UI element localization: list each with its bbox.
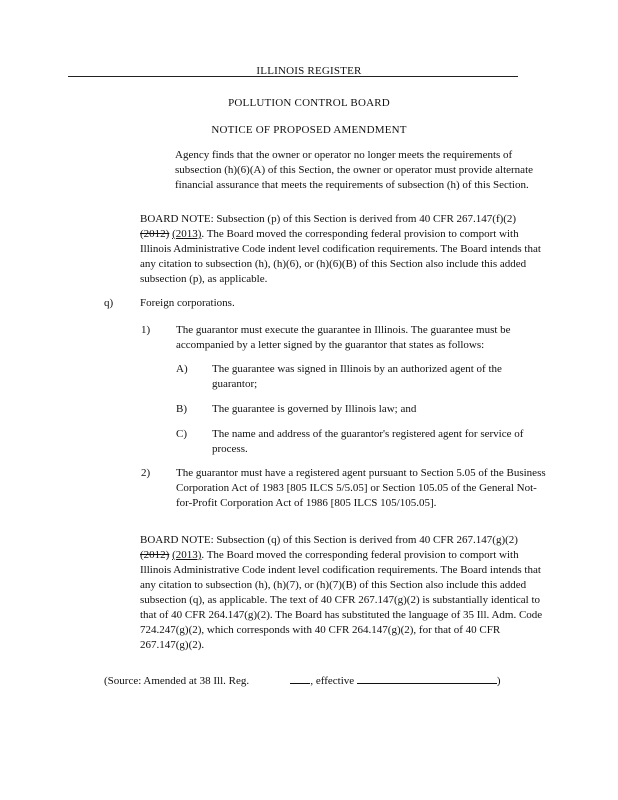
item-C-text: The name and address of the guarantor's registered agent for service of process. — [212, 428, 524, 455]
item-1-text: The guarantor must execute the guarantee in Illinois. The guarantee must be accompanied by a letter signed by the guarantor that states as follows: — [176, 324, 511, 351]
board-note-q-inserted-year: (2013) — [172, 549, 202, 561]
notice-title: NOTICE OF PROPOSED AMENDMENT — [211, 124, 407, 136]
item-2-label: 2) — [141, 467, 151, 479]
effective-date-blank — [357, 672, 497, 684]
source-text: (Source: Amended at 38 Ill. Reg. — [104, 675, 250, 687]
board-note-p-deleted-year: (2012) — [140, 228, 170, 240]
item-B-label: B) — [176, 403, 187, 415]
board-note-p-text-2: . The Board moved the corresponding federal provision to comport with Illinois Administrative Code indent level codification requirements. The Board intends that any citation to subsection (h), (h)(6), or (h)(6)(B) of this Section also include this added subsection (p), as applicable. — [140, 228, 541, 285]
board-note-p-text-1: BOARD NOTE: Subsection (p) of this Section is derived from 40 CFR 267.147(f)(2) — [140, 213, 517, 225]
item-B-text: The guarantee is governed by Illinois law; and — [212, 403, 417, 415]
item-A-text: The guarantee was signed in Illinois by an authorized agent of the guarantor; — [212, 363, 502, 390]
board-note-q-text-2: . The Board moved the corresponding federal provision to comport with Illinois Administrative Code indent level codification requirements. The Board intends that any citation to subsection (h), (h)(7), or (h)(7)(B) of this Section also include this added subsection (q), as applicable. The text of 40 CFR 267.147(g)(2) is substantially identical to that of 40 CFR 264.147(g)(2). The Board has substituted the language of 35 Ill. Adm. Code 724.247(g)(2), which corresponds with 40 CFR 264.147(g)(2), for that of 40 CFR 267.147(g)(2). — [140, 549, 543, 651]
source-line — [104, 672, 544, 689]
subsection-q-label: q) — [104, 297, 114, 309]
register-title: ILLINOIS REGISTER — [256, 65, 362, 77]
item-A-label: A) — [176, 363, 188, 375]
board-title: POLLUTION CONTROL BOARD — [228, 97, 390, 109]
subsection-q-title: Foreign corporations. — [140, 297, 235, 309]
header-rule — [68, 76, 518, 77]
source-close: ) — [496, 675, 501, 687]
item-1-label: 1) — [141, 324, 151, 336]
board-note-q-text-1: BOARD NOTE: Subsection (q) of this Section is derived from 40 CFR 267.147(g)(2) — [140, 534, 518, 546]
board-note-q-deleted-year: (2012) — [140, 549, 170, 561]
effective-text: , effective — [310, 675, 355, 687]
register-page-blank — [290, 672, 310, 684]
board-note-p — [140, 212, 545, 287]
item-C-label: C) — [176, 428, 187, 440]
paragraph-agency-finds: Agency finds that the owner or operator no longer meets the requirements of subsection (h)(6)(A) of this Section, the owner or operator must provide alternate financial assurance that meets the requirements of subsection (h) of this Section. — [175, 149, 534, 191]
item-2-text: The guarantor must have a registered agent pursuant to Section 5.05 of the Business Corporation Act of 1983 [805 ILCS 5/5.05] or Section 105.05 of the General Not-for-Profit Corporation Act of 1986 [805 ILCS 105/105.05]. — [176, 467, 546, 509]
board-note-q — [140, 533, 548, 653]
board-note-p-inserted-year: (2013) — [172, 228, 202, 240]
